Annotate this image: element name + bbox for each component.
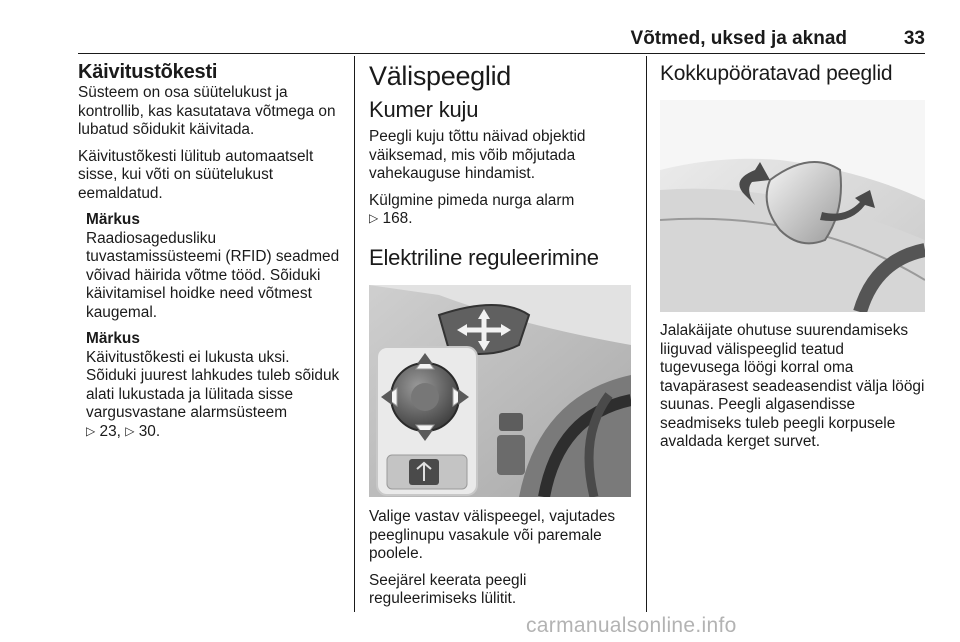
header-rule [78, 53, 925, 54]
note-2 [78, 330, 340, 441]
note-1-title: Märkus [86, 211, 140, 228]
column-folding-mirrors [660, 60, 925, 88]
ref-30[interactable]: 30. [138, 422, 161, 440]
folding-mirrors-text [660, 322, 926, 452]
heading-folding-mirrors: Kokkupööratavad peeglid [660, 62, 893, 85]
watermark: carmanualsonline.info [526, 614, 737, 637]
convex-paragraph-2: Külgmine pimeda nurga alarm ▷ 168. [369, 191, 575, 227]
column-mirrors [369, 60, 632, 271]
immobiliser-paragraph-2: Käivitustõkesti lülitub automaatselt sisse, kui võti on süütelukust eemaldatud. [78, 147, 314, 202]
page-number: 33 [903, 28, 925, 49]
folding-paragraph-1: Jalakäijate ohutuse suurendamiseks liiguvad välispeeglid teatud tugevusega löögi korral oma tavapärasest seadeasendist välja löögi suunas. Peegli algasendisse seadmiseks tuleb peegli korpusele avaldada kerget survet. [660, 322, 925, 450]
note-2-text: Käivitustõkesti ei lukusta uksi. Sõiduki juurest lahkudes tuleb sõiduk alati lukustada ja lülitada sisse vargusvastane alarmsüsteem ▷ 23, ▷ 30. [86, 348, 340, 440]
triangle-right-icon: ▷ [369, 211, 379, 225]
heading-convex: Kumer kuju [369, 97, 479, 122]
triangle-right-icon: ▷ [86, 423, 96, 438]
heading-electric-adjustment: Elektriline reguleerimine [369, 244, 599, 270]
column-immobiliser [78, 60, 340, 441]
electric-adjustment-text [369, 508, 632, 609]
heading-immobiliser: Käivitustõkesti [78, 61, 218, 83]
immobiliser-paragraph-1: Süsteem on osa süütelukust ja kontrollib, kas kasutatava võtmega on lubatud sõidukit käivitada. [78, 84, 336, 138]
electric-paragraph-2: Seejärel keerata peegli reguleerimiseks lülitit. [369, 571, 527, 607]
ref-168[interactable]: 168. [382, 210, 413, 227]
heading-mirrors: Välispeeglid [369, 61, 511, 91]
note-2-title: Märkus [86, 330, 140, 347]
mirror-switch-figure [369, 285, 631, 497]
section-title: Võtmed, uksed ja aknad [630, 28, 847, 49]
page-header [78, 28, 925, 52]
column-divider-1 [354, 56, 355, 612]
note-1-text: Raadiosagedusliku tuvastamissüsteemi (RFID) seadmed võivad häirida võtme tööd. Sõiduki käivitamisel hoidke need võtmest kaugemal. [86, 229, 340, 321]
convex-paragraph-1: Peegli kuju tõttu näivad objektid väiksemad, mis võib mõjutada vahekauguse hindamist. [369, 128, 586, 182]
folding-mirror-figure [660, 100, 925, 312]
ref-23[interactable]: 23 [99, 422, 117, 440]
triangle-right-icon: ▷ [125, 423, 135, 438]
column-divider-2 [646, 56, 647, 612]
electric-paragraph-1: Valige vastav välispeegel, vajutades peeglinupu vasakule või paremale poolele. [369, 508, 616, 562]
note-1 [78, 211, 340, 322]
